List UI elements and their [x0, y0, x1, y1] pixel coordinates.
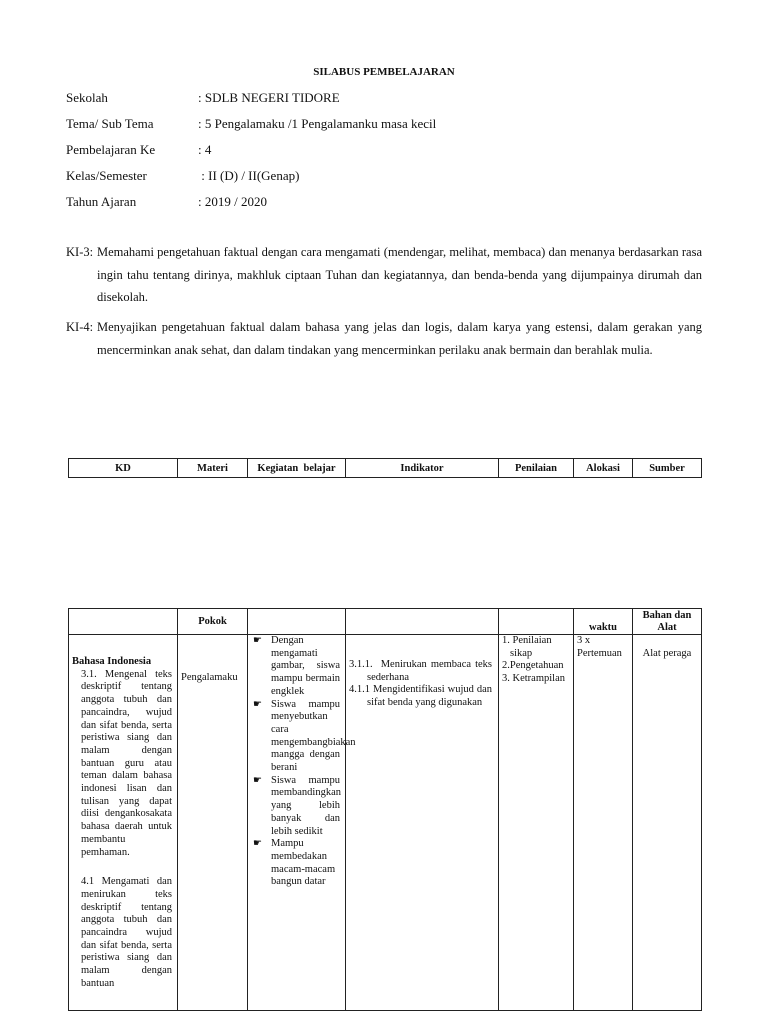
info-label: Kelas/Semester: [66, 168, 147, 183]
col-alokasi: Alokasi: [574, 459, 633, 478]
materi-text: Pengalamaku: [181, 672, 238, 683]
info-value: : II (D) / II(Genap): [198, 168, 300, 183]
alokasi-text: 3 x Pertemuan: [577, 635, 622, 659]
col-blank: [499, 609, 574, 635]
indikator-item: 4.1.1 Mengidentifikasi wujud dan sifat benda yang digunakan: [349, 684, 492, 709]
col-kegiatan: Kegiatan belajar: [248, 459, 346, 478]
info-value: : 2019 / 2020: [198, 194, 267, 209]
cell-sumber: [633, 635, 702, 1011]
col-blank: [248, 609, 346, 635]
col-waktu: waktu: [574, 609, 633, 635]
info-value: : 4: [198, 142, 212, 157]
col-indikator: Indikator: [346, 459, 499, 478]
col-kd: KD: [69, 459, 178, 478]
hand-pointer-icon: ☛: [253, 698, 262, 710]
cell-penilaian: [499, 635, 574, 1011]
info-label: Tahun Ajaran: [66, 194, 137, 209]
table-header-row: [69, 459, 702, 478]
info-value: : SDLB NEGERI TIDORE: [198, 90, 340, 105]
cell-materi: [178, 635, 248, 1011]
col-materi: Materi: [178, 459, 248, 478]
col-blank: [69, 609, 178, 635]
kegiatan-item: [251, 838, 342, 889]
info-label: Pembelajaran Ke: [66, 142, 156, 157]
penilaian-item: 1. Penilaian sikap: [502, 635, 552, 659]
ki-4: [66, 316, 702, 361]
indikator-item: 3.1.1. Menirukan membaca teks sederhana: [349, 659, 495, 683]
kegiatan-text: Mampu membedakan macam-macam bangun datar: [271, 838, 336, 888]
col-pokok: Pokok: [178, 609, 248, 635]
ki-text: Memahami pengetahuan faktual dengan cara mengamati (mendengar, melihat, membaca) dan menanya berdasarkan rasa ingin tahu tentang dirinya, makhluk ciptaan Tuhan dan kegiatannya, dan benda-benda yang dijumpainya dirumah dan disekolah.: [97, 245, 702, 304]
penilaian-item: 3. Ketrampilan: [502, 673, 565, 685]
hand-pointer-icon: ☛: [253, 635, 262, 646]
kegiatan-item: [251, 698, 356, 775]
kegiatan-text: Siswa mampu menyebutkan cara mengembangbiakan mangga dengan berani: [271, 698, 356, 774]
col-penilaian: Penilaian: [499, 459, 574, 478]
cell-kd: [69, 635, 178, 1011]
info-value: : 5 Pengalamaku /1 Pengalamanku masa kecil: [198, 116, 437, 131]
ki-code: KI-3:: [66, 245, 94, 259]
sumber-text: Alat peraga: [642, 648, 692, 659]
kegiatan-item: [251, 775, 342, 839]
col-sumber: Sumber: [633, 459, 702, 478]
info-label: Tema/ Sub Tema: [66, 116, 154, 131]
ki-code: KI-4:: [66, 320, 94, 334]
info-label: Sekolah: [66, 90, 108, 105]
kegiatan-text: Dengan mengamati gambar, siswa mampu bermain engklek: [271, 635, 340, 697]
cell-kegiatan: [248, 635, 356, 1011]
ki-text: Menyajikan pengetahuan faktual dalam bahasa yang jelas dan logis, dalam karya yang estensi, dalam gerakan yang mencerminkan anak sehat, dan dalam tindakan yang mencerminkan perilaku anak bermain dan berahlak mulia.: [97, 320, 702, 357]
syllabus-main-table: [68, 608, 702, 1011]
kd-text-4-1: 4.1 Mengamati dan menirukan teks deskriptif tentang anggota tubuh dan pancaindra wujud dan sifat benda, serta peristiwa siang dan malam dengan bantuan: [81, 876, 172, 989]
kd-text-3-1: 3.1. Mengenal teks deskriptif tentang anggota tubuh dan pancaindra, wujud dan sifat benda, serta peristiwa siang dan malam dengan bantuan guru atau teman dalam bahasa indonesi lisan dan tulisan yang dapat diisi dengankosakata bahasa daerah untuk membantu pemhaman.: [81, 668, 172, 858]
table-row: [69, 635, 702, 1011]
penilaian-item: 2.Pengetahuan: [502, 660, 564, 672]
ki-3: [66, 241, 702, 309]
table-header-row: [69, 609, 702, 635]
col-bahan-alat: Bahan dan Alat: [633, 609, 702, 635]
kegiatan-text: Siswa mampu membandingkan yang lebih banyak dan lebih sedikit: [271, 774, 341, 837]
kegiatan-item: [251, 635, 342, 699]
page-title: SILABUS PEMBELAJARAN: [313, 66, 455, 78]
cell-alokasi: [574, 635, 633, 1011]
col-blank: [346, 609, 499, 635]
kd-subject: Bahasa Indonesia: [72, 656, 152, 667]
hand-pointer-icon: ☛: [253, 838, 262, 850]
syllabus-header-table: [68, 458, 702, 478]
cell-indikator: [346, 635, 499, 1011]
hand-pointer-icon: ☛: [253, 774, 262, 786]
